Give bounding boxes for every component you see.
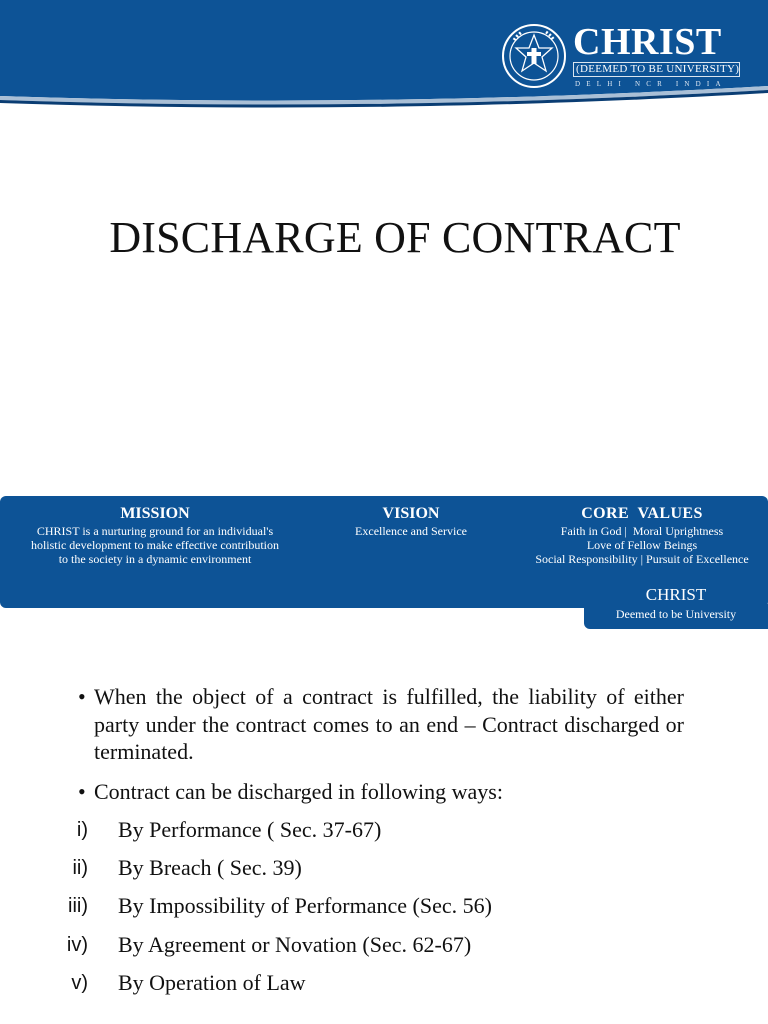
way-number: iii)	[68, 895, 88, 917]
logo-subtitle: (DEEMED TO BE UNIVERSITY)	[573, 62, 740, 77]
discharge-way-item	[40, 930, 640, 964]
brand-tag	[584, 584, 768, 622]
way-label: By Operation of Law	[118, 970, 306, 995]
bullet-text: Contract can be discharged in following ways:	[94, 779, 503, 804]
slide-title: DISCHARGE OF CONTRACT	[109, 213, 681, 262]
christ-university-seal-icon	[500, 22, 568, 90]
discharge-way-item	[40, 815, 640, 849]
core-values-line: Love of Fellow Beings	[586, 538, 698, 552]
core-values-line: Faith in God | Moral Uprightness	[560, 524, 724, 538]
core-values-block	[522, 504, 762, 566]
vision-heading: VISION	[382, 505, 440, 522]
logo-wordmark: CHRIST	[573, 21, 722, 63]
way-number: ii)	[72, 857, 88, 879]
core-values-line: Social Responsibility | Pursuit of Excellence	[535, 552, 749, 566]
core-values-heading: CORE VALUES	[581, 505, 703, 522]
mission-line: to the society in a dynamic environment	[58, 552, 252, 566]
bullet-text: When the object of a contract is fulfilled, the liability of either party under the contract comes to an end – Contract discharged or terminated.	[94, 684, 684, 764]
mission-heading: MISSION	[120, 505, 190, 522]
brand-tag-name: CHRIST	[645, 585, 707, 604]
mission-block	[10, 504, 300, 566]
mission-line: holistic development to make effective contribution	[30, 538, 280, 552]
brand-tag-subtitle: Deemed to be University	[615, 607, 737, 621]
mission-line: CHRIST is a nurturing ground for an individual's	[36, 524, 274, 538]
way-label: By Breach ( Sec. 39)	[118, 855, 302, 880]
discharge-way-item	[40, 891, 640, 925]
discharge-way-item	[40, 968, 640, 1002]
discharge-way-item	[40, 853, 640, 887]
way-label: By Impossibility of Performance (Sec. 56)	[118, 893, 492, 918]
way-number: i)	[76, 819, 88, 841]
logo-location: DELHI NCR INDIA	[575, 80, 727, 88]
way-label: By Agreement or Novation (Sec. 62-67)	[118, 932, 472, 957]
content-slide	[0, 640, 768, 1024]
vision-line: Excellence and Service	[355, 524, 467, 538]
way-label: By Performance ( Sec. 37-67)	[118, 817, 382, 842]
bullet-item	[78, 778, 684, 808]
vision-block	[330, 504, 492, 538]
christ-university-logo	[500, 22, 740, 92]
bullet-dot: •	[78, 779, 86, 804]
way-number: iv)	[66, 934, 88, 956]
way-number: v)	[71, 972, 88, 994]
bullet-item	[78, 683, 684, 767]
bullet-dot: •	[78, 684, 86, 709]
